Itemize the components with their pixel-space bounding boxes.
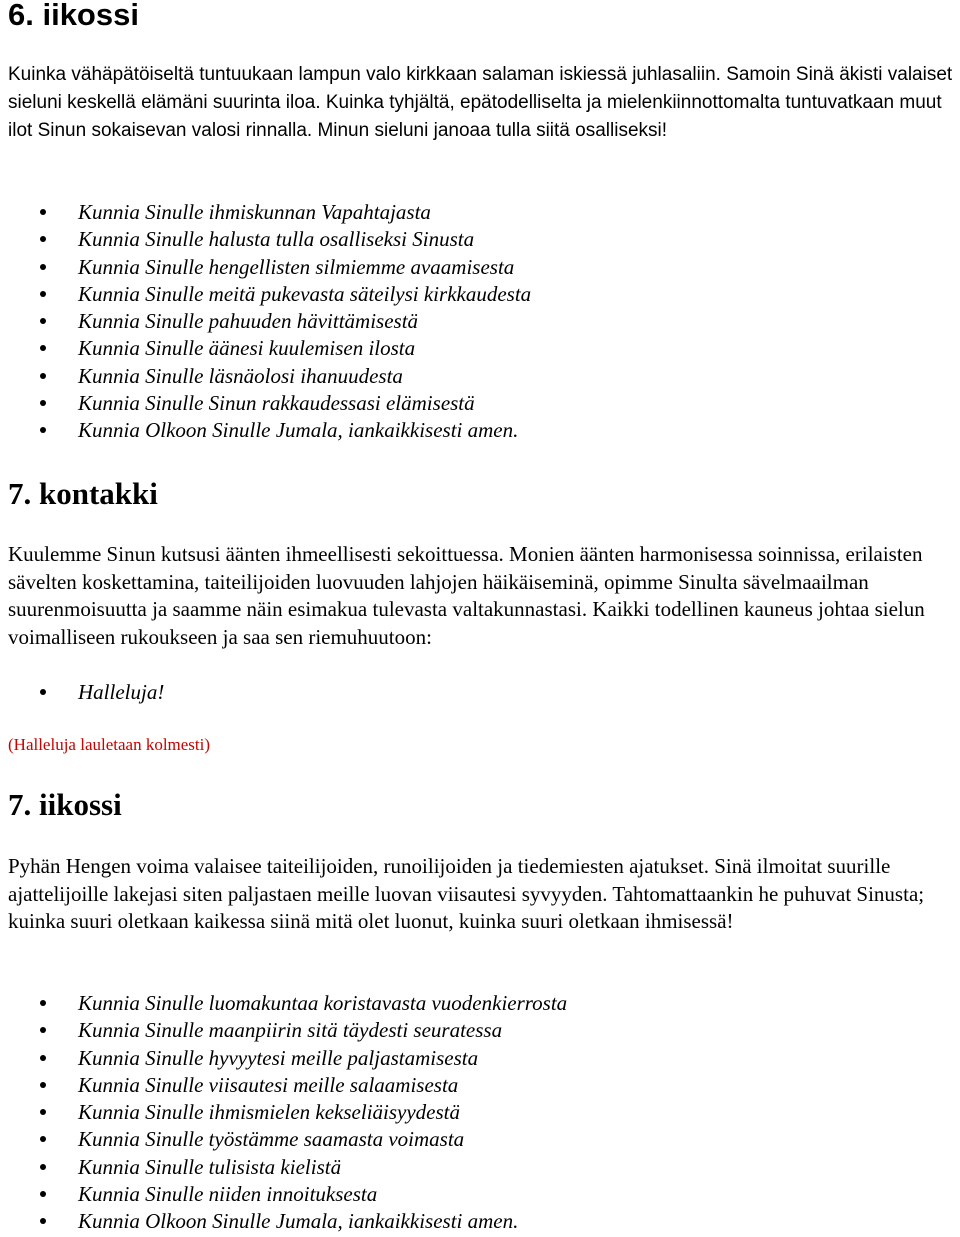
list-item: Kunnia Sinulle työstämme saamasta voimasta bbox=[0, 1126, 567, 1153]
bullet-icon bbox=[40, 689, 46, 695]
list-item: Kunnia Olkoon Sinulle Jumala, iankaikkisesti amen. bbox=[0, 1208, 567, 1235]
list-item: Kunnia Sinulle tulisista kielistä bbox=[0, 1154, 567, 1181]
section-heading-6-iikossi: 6. iikossi bbox=[8, 0, 139, 32]
bullet-icon bbox=[40, 209, 46, 215]
bullet-icon bbox=[40, 291, 46, 297]
bullet-icon bbox=[40, 236, 46, 242]
bullet-icon bbox=[40, 400, 46, 406]
bullet-icon bbox=[40, 427, 46, 433]
halleluja-list bbox=[0, 679, 164, 706]
list-item: Kunnia Sinulle hengellisten silmiemme avaamisesta bbox=[0, 254, 531, 281]
list-item: Kunnia Sinulle pahuuden hävittämisestä bbox=[0, 308, 531, 335]
section-heading-7-iikossi: 7. iikossi bbox=[8, 787, 122, 822]
bullet-icon bbox=[40, 345, 46, 351]
bullet-icon bbox=[40, 1055, 46, 1061]
list-item: Kunnia Sinulle äänesi kuulemisen ilosta bbox=[0, 335, 531, 362]
bullet-icon bbox=[40, 1191, 46, 1197]
bullet-icon bbox=[40, 1136, 46, 1142]
list-item: Kunnia Sinulle niiden innoituksesta bbox=[0, 1181, 567, 1208]
list-item: Kunnia Sinulle hyvyytesi meille paljastamisesta bbox=[0, 1045, 567, 1072]
section-paragraph-7-iikossi: Pyhän Hengen voima valaisee taiteilijoiden, runoilijoiden ja tiedemiesten ajatukset. Sinä ilmoitat suurille ajattelijoille lakejasi siten paljastaen meille luovan viisautesi syvyyden. Tahtomattaankin he puhuvat Sinusta; kuinka suuri oletkaan kaikessa siinä mitä olet luonut, kuinka suuri oletkaan ihmisessä! bbox=[8, 854, 925, 933]
list-item: Kunnia Sinulle maanpiirin sitä täydesti seuratessa bbox=[0, 1017, 567, 1044]
list-item: Halleluja! bbox=[0, 679, 164, 706]
list-item: Kunnia Olkoon Sinulle Jumala, iankaikkisesti amen. bbox=[0, 417, 531, 444]
list-item: Kunnia Sinulle viisautesi meille salaamisesta bbox=[0, 1072, 567, 1099]
bullet-icon bbox=[40, 1164, 46, 1170]
section-paragraph-7-kontakki: Kuulemme Sinun kutsusi äänten ihmeellisesti sekoittuessa. Monien äänten harmonisessa soinnissa, erilaisten sävelten koskettamina, taiteilijoiden luovuuden lahjojen häikäiseminä, opimme Sinulta sävelmaailman suurenmoisuutta ja saamme näin esimakua tulevasta valtakunnastasi. Kaikki todellinen kauneus johtaa sielun voimalliseen rukoukseen ja saa sen riemuhuutoon: bbox=[8, 542, 925, 649]
bullet-icon bbox=[40, 373, 46, 379]
list-item: Kunnia Sinulle meitä pukevasta säteilysi kirkkaudesta bbox=[0, 281, 531, 308]
bullet-icon bbox=[40, 1218, 46, 1224]
bullet-icon bbox=[40, 318, 46, 324]
bullet-icon bbox=[40, 264, 46, 270]
bullet-icon bbox=[40, 1109, 46, 1115]
list-item: Kunnia Sinulle luomakuntaa koristavasta vuodenkierrosta bbox=[0, 990, 567, 1017]
litany-list-6-iikossi bbox=[0, 199, 531, 445]
list-item: Kunnia Sinulle ihmiskunnan Vapahtajasta bbox=[0, 199, 531, 226]
bullet-icon bbox=[40, 1082, 46, 1088]
bullet-icon bbox=[40, 1000, 46, 1006]
litany-list-7-iikossi bbox=[0, 990, 567, 1236]
list-item: Kunnia Sinulle halusta tulla osalliseksi Sinusta bbox=[0, 226, 531, 253]
section-paragraph-6-iikossi: Kuinka vähäpätöiseltä tuntuukaan lampun valo kirkkaan salaman iskiessä juhlasaliin. Samoin Sinä äkisti valaiset sieluni keskellä elämäni suurinta iloa. Kuinka tyhjältä, epätodelliselta ja mielenkiinnottomalta tuntuvatkaan muut ilot Sinun sokaisevan valosi rinnalla. Minun sieluni janoaa tulla siitä osalliseksi! bbox=[8, 64, 953, 141]
bullet-icon bbox=[40, 1027, 46, 1033]
section-heading-7-kontakki: 7. kontakki bbox=[8, 476, 158, 511]
list-item: Kunnia Sinulle läsnäolosi ihanuudesta bbox=[0, 363, 531, 390]
list-item: Kunnia Sinulle ihmismielen kekseliäisyydestä bbox=[0, 1099, 567, 1126]
rubric-note: (Halleluja lauletaan kolmesti) bbox=[8, 735, 211, 754]
list-item: Kunnia Sinulle Sinun rakkaudessasi elämisestä bbox=[0, 390, 531, 417]
